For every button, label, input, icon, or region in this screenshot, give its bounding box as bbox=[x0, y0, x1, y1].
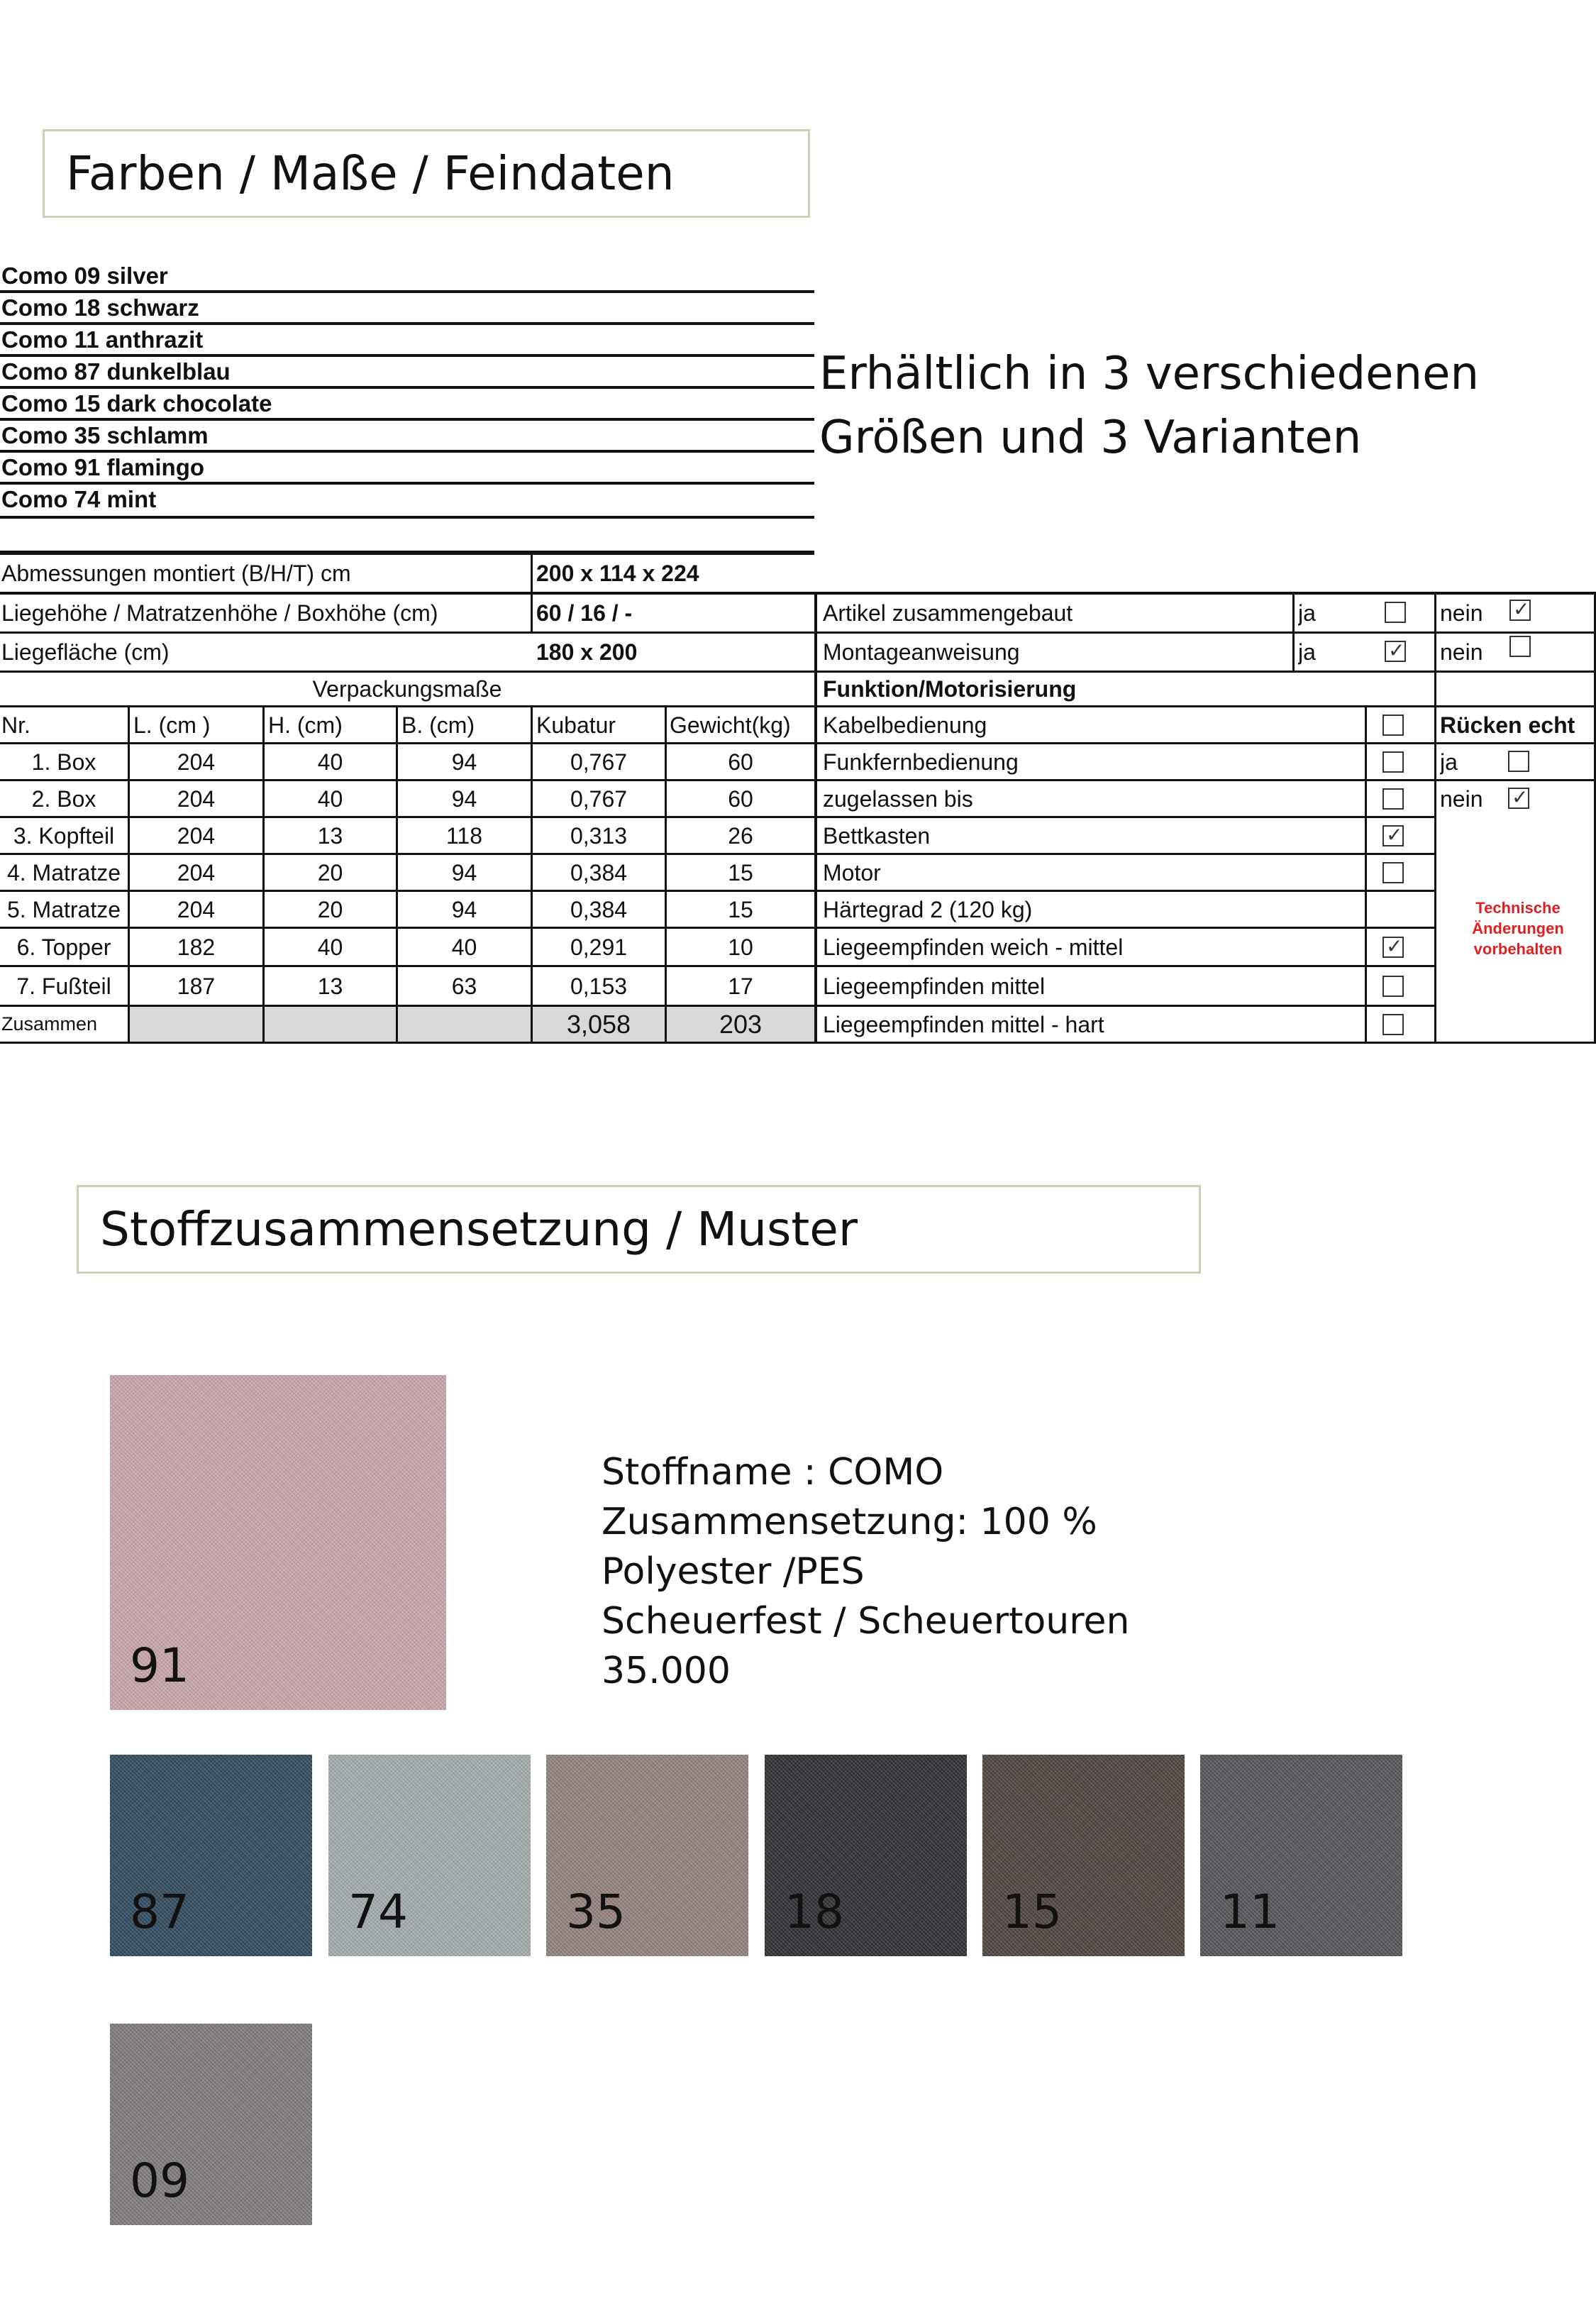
packaging-cell: 94 bbox=[451, 749, 477, 775]
function-label: zugelassen bis bbox=[823, 785, 973, 812]
swatch-label: 35 bbox=[566, 1885, 626, 1939]
checkbox[interactable] bbox=[1508, 788, 1529, 809]
packaging-item-name: 4. Matratze bbox=[6, 859, 121, 886]
packaging-cell: 0,767 bbox=[570, 749, 628, 775]
color-row bbox=[0, 389, 814, 421]
ruecken-nein: nein bbox=[1440, 785, 1483, 812]
packaging-item-name: 2. Box bbox=[31, 785, 96, 812]
fabric-swatch bbox=[110, 1755, 312, 1956]
assembly-nein: nein bbox=[1440, 639, 1483, 665]
fabric-swatch bbox=[1200, 1755, 1402, 1956]
packaging-cell: 204 bbox=[177, 822, 216, 849]
function-label: Härtegrad 2 (120 kg) bbox=[823, 896, 1033, 922]
availability-text bbox=[819, 342, 1479, 470]
checkbox[interactable] bbox=[1382, 937, 1404, 958]
packaging-cell: 204 bbox=[177, 785, 216, 812]
packaging-item-name: 5. Matratze bbox=[6, 896, 121, 922]
checkbox[interactable] bbox=[1385, 641, 1406, 662]
assembly-label: Artikel zusammengebaut bbox=[823, 600, 1073, 626]
packaging-cell: 15 bbox=[728, 896, 753, 922]
packaging-cell: 60 bbox=[728, 785, 753, 812]
packaging-cell: 182 bbox=[177, 934, 216, 960]
packaging-cell: 94 bbox=[451, 896, 477, 922]
packaging-cell: 94 bbox=[451, 859, 477, 886]
assembly-ja: ja bbox=[1298, 600, 1316, 626]
function-label: Motor bbox=[823, 859, 881, 886]
assembly-ja: ja bbox=[1298, 639, 1316, 665]
packaging-cell: 60 bbox=[728, 749, 753, 775]
packaging-item-name: 7. Fußteil bbox=[16, 973, 111, 999]
packaging-cell: 118 bbox=[445, 822, 482, 849]
packaging-cell: 0,384 bbox=[570, 859, 628, 886]
section-title-text: Farben / Maße / Feindaten bbox=[66, 146, 675, 201]
note-line: vorbehalten bbox=[1473, 940, 1563, 958]
packaging-cell: 10 bbox=[728, 934, 753, 960]
packaging-cell: 0,384 bbox=[570, 896, 628, 922]
function-title: Funktion/Motorisierung bbox=[823, 676, 1077, 702]
color-name: Como 74 mint bbox=[1, 486, 157, 512]
packaging-cell: 94 bbox=[451, 785, 477, 812]
ruecken-ja: ja bbox=[1440, 749, 1458, 775]
color-name: Como 11 anthrazit bbox=[1, 326, 204, 353]
packaging-cell: 40 bbox=[317, 749, 343, 775]
packaging-cell: 40 bbox=[317, 934, 343, 960]
packaging-item-name: 1. Box bbox=[31, 749, 96, 775]
color-name: Como 91 flamingo bbox=[1, 454, 205, 480]
fabric-info bbox=[602, 1447, 1129, 1696]
packaging-header: L. (cm ) bbox=[133, 712, 211, 738]
checkbox[interactable] bbox=[1382, 751, 1404, 773]
packaging-cell: 17 bbox=[728, 973, 753, 999]
checkbox[interactable] bbox=[1382, 862, 1404, 883]
function-label: Liegeempfinden mittel bbox=[823, 973, 1046, 999]
fabric-info-line: 35.000 bbox=[602, 1650, 731, 1692]
packaging-cell: 204 bbox=[177, 859, 216, 886]
checkbox[interactable] bbox=[1509, 600, 1531, 621]
availability-line: Größen und 3 Varianten bbox=[819, 412, 1362, 464]
packaging-cell: 15 bbox=[728, 859, 753, 886]
swatch-label: 91 bbox=[130, 1638, 189, 1693]
disclaimer-note bbox=[1440, 898, 1596, 959]
color-row bbox=[0, 357, 814, 389]
packaging-cell: 0,153 bbox=[570, 973, 628, 999]
packaging-item-name: 6. Topper bbox=[16, 934, 111, 960]
packaging-cell: 26 bbox=[728, 822, 753, 849]
section-title-text: Stoffzusammensetzung / Muster bbox=[100, 1202, 858, 1257]
packaging-cell: 63 bbox=[451, 973, 477, 999]
checkbox[interactable] bbox=[1508, 751, 1529, 772]
assembly-label: Montageanweisung bbox=[823, 639, 1020, 665]
packaging-cell: 187 bbox=[177, 973, 216, 999]
packaging-cell: 0,291 bbox=[570, 934, 628, 960]
fabric-swatch bbox=[110, 2024, 312, 2225]
packaging-header: B. (cm) bbox=[401, 712, 475, 738]
dimension-label: Liegefläche (cm) bbox=[1, 639, 170, 665]
color-row bbox=[0, 293, 814, 325]
dimension-value: 60 / 16 / - bbox=[536, 600, 633, 626]
packaging-cell: 40 bbox=[317, 785, 343, 812]
fabric-swatch bbox=[982, 1755, 1185, 1956]
checkbox[interactable] bbox=[1382, 825, 1404, 846]
dimension-value: 200 x 114 x 224 bbox=[536, 561, 699, 586]
packaging-cell: 0,767 bbox=[570, 785, 628, 812]
function-label: Liegeempfinden mittel - hart bbox=[823, 1011, 1104, 1037]
checkbox[interactable] bbox=[1382, 715, 1404, 736]
color-row bbox=[0, 325, 814, 357]
fabric-swatch bbox=[328, 1755, 531, 1956]
packaging-cell: 0,313 bbox=[570, 822, 628, 849]
fabric-swatch bbox=[110, 1375, 446, 1710]
packaging-title: Verpackungsmaße bbox=[312, 676, 502, 702]
note-line: Änderungen bbox=[1472, 920, 1564, 937]
color-name: Como 09 silver bbox=[1, 263, 168, 289]
packaging-header: Nr. bbox=[1, 712, 31, 738]
fabric-info-line: Polyester /PES bbox=[602, 1550, 865, 1593]
packaging-header: Kubatur bbox=[536, 712, 616, 738]
function-label: Kabelbedienung bbox=[823, 712, 987, 738]
packaging-cell: 204 bbox=[177, 749, 216, 775]
section-title-fabric bbox=[77, 1185, 1201, 1274]
packaging-cell: 204 bbox=[177, 896, 216, 922]
swatch-label: 15 bbox=[1002, 1885, 1062, 1939]
availability-line: Erhältlich in 3 verschiedenen bbox=[819, 348, 1479, 400]
function-label: Funkfernbedienung bbox=[823, 749, 1019, 775]
total-label: Zusammen bbox=[1, 1013, 98, 1035]
checkbox[interactable] bbox=[1385, 602, 1406, 623]
fabric-info-line: Stoffname : COMO bbox=[602, 1451, 944, 1494]
dimension-value: 180 x 200 bbox=[536, 639, 638, 665]
packaging-cell: 13 bbox=[317, 822, 343, 849]
color-row bbox=[0, 421, 814, 453]
note-line: Technische bbox=[1475, 899, 1561, 917]
color-row bbox=[0, 453, 814, 485]
fabric-info-line: Zusammensetzung: 100 % bbox=[602, 1501, 1097, 1543]
checkbox[interactable] bbox=[1382, 976, 1404, 997]
color-row bbox=[0, 485, 814, 519]
swatch-label: 87 bbox=[130, 1885, 189, 1939]
fabric-swatch bbox=[765, 1755, 967, 1956]
packaging-item-name: 3. Kopfteil bbox=[13, 822, 115, 849]
color-row bbox=[0, 261, 814, 293]
fabric-swatch bbox=[546, 1755, 748, 1956]
swatch-label: 09 bbox=[130, 2153, 189, 2208]
checkbox[interactable] bbox=[1382, 1014, 1404, 1035]
color-name: Como 18 schwarz bbox=[1, 294, 199, 321]
dimension-label: Abmessungen montiert (B/H/T) cm bbox=[1, 561, 351, 586]
total-volume: 3,058 bbox=[566, 1009, 631, 1039]
color-name: Como 35 schlamm bbox=[1, 422, 209, 448]
color-name: Como 87 dunkelblau bbox=[1, 358, 231, 385]
packaging-cell: 20 bbox=[317, 896, 343, 922]
function-label: Bettkasten bbox=[823, 822, 931, 849]
packaging-header: H. (cm) bbox=[268, 712, 343, 738]
section-title-colors bbox=[43, 129, 810, 218]
swatch-label: 11 bbox=[1220, 1885, 1280, 1939]
function-label: Liegeempfinden weich - mittel bbox=[823, 934, 1124, 960]
swatch-label: 74 bbox=[348, 1885, 408, 1939]
assembly-nein: nein bbox=[1440, 600, 1483, 626]
packaging-cell: 40 bbox=[451, 934, 477, 960]
dimension-label: Liegehöhe / Matratzenhöhe / Boxhöhe (cm) bbox=[1, 600, 438, 626]
swatch-label: 18 bbox=[785, 1885, 844, 1939]
ruecken-title: Rücken echt bbox=[1440, 712, 1575, 738]
packaging-cell: 20 bbox=[317, 859, 343, 886]
total-weight: 203 bbox=[719, 1009, 763, 1039]
fabric-info-line: Scheuerfest / Scheuertouren bbox=[602, 1600, 1130, 1643]
color-name: Como 15 dark chocolate bbox=[1, 390, 272, 416]
checkbox[interactable] bbox=[1509, 636, 1531, 657]
packaging-cell: 13 bbox=[317, 973, 343, 999]
checkbox[interactable] bbox=[1382, 788, 1404, 810]
packaging-header: Gewicht(kg) bbox=[670, 712, 791, 738]
